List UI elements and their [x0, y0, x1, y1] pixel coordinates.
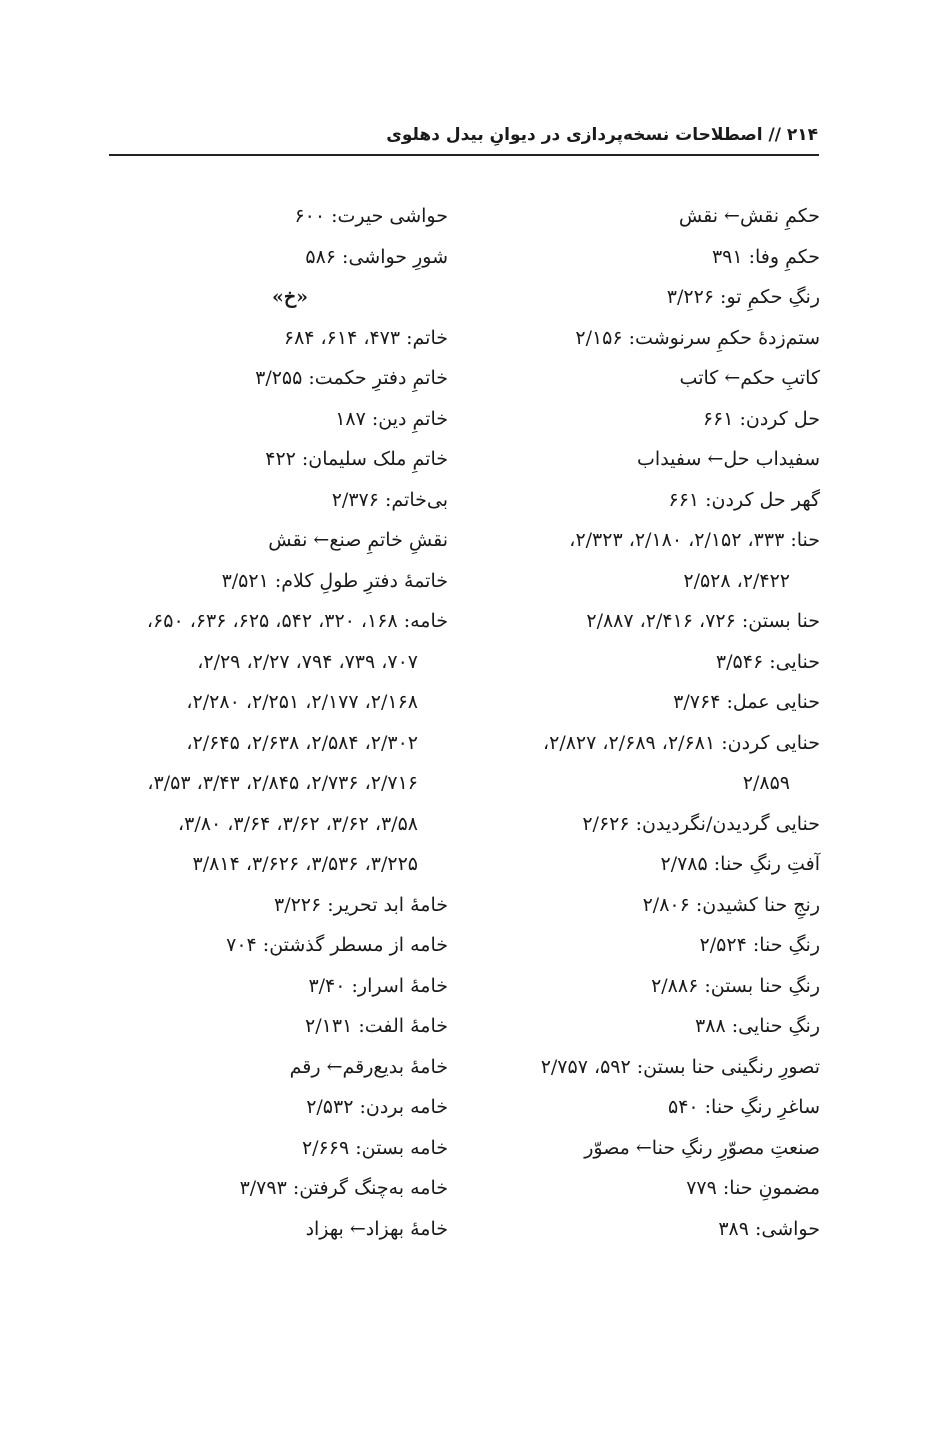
index-entry: خامهٔ اسرار: ۳/۴۰: [308, 974, 448, 997]
index-entry: مضمونِ حنا: ۷۷۹: [686, 1177, 820, 1199]
index-entry: ستم‌زدهٔ حکمِ سرنوشت: ۲/۱۵۶: [575, 326, 820, 349]
index-entry: حکمِ نقش← نقش: [678, 205, 820, 227]
index-entry: خامه بردن: ۲/۵۳۲: [306, 1096, 448, 1118]
index-entry: سفیداب حل← سفیداب: [637, 448, 820, 470]
index-entry: ۲/۱۶۸، ۲/۱۷۷، ۲/۲۵۱، ۲/۲۸۰،: [186, 691, 418, 713]
index-entry: حنایی: ۳/۵۴۶: [715, 650, 820, 673]
index-entry: ۷۰۷، ۷۳۹، ۷۹۴، ۲/۲۷، ۲/۲۹،: [197, 650, 418, 673]
index-entry: خاتمهٔ دفترِ طولِ کلام: ۳/۵۲۱: [221, 569, 448, 592]
index-entry: آفتِ رنگِ حنا: ۲/۷۸۵: [660, 853, 820, 875]
index-entry: بی‌خاتم: ۲/۳۷۶: [331, 488, 448, 511]
index-entry: حنا بستن: ۷۲۶، ۲/۴۱۶، ۲/۸۸۷: [586, 610, 820, 632]
index-entry: خامهٔ بهزاد← بهزاد: [305, 1217, 448, 1240]
index-entry: رنگِ حکمِ تو: ۳/۲۲۶: [666, 286, 820, 308]
index-entry: رنگِ حنا: ۲/۵۲۴: [699, 934, 820, 956]
header-rule: [109, 154, 819, 156]
index-entry: ۲/۴۲۲، ۲/۵۲۸: [683, 569, 790, 592]
index-entry: خامه از مسطر گذشتن: ۷۰۴: [226, 934, 448, 956]
index-entry: خامهٔ الفت: ۲/۱۳۱: [305, 1015, 448, 1037]
index-column-left: [103, 196, 448, 1249]
index-entry: خامهٔ بدیع‌رقم← رقم: [289, 1055, 448, 1078]
index-entry: ۳/۲۲۵، ۳/۵۳۶، ۳/۶۲۶، ۳/۸۱۴: [192, 853, 418, 875]
index-entry: ۲/۳۰۲، ۲/۵۸۴، ۲/۶۳۸، ۲/۶۴۵،: [186, 731, 418, 754]
index-entry: تصورِ رنگینی حنا بستن: ۵۹۲، ۲/۷۵۷: [540, 1055, 820, 1078]
index-entry: ساغرِ رنگِ حنا: ۵۴۰: [667, 1096, 820, 1118]
index-entry: خامهٔ ابد تحریر: ۳/۲۲۶: [274, 893, 448, 916]
index-entry: خاتمِ دفترِ حکمت: ۳/۲۵۵: [255, 367, 448, 389]
index-entry: خاتم: ۴۷۳، ۶۱۴، ۶۸۴: [283, 326, 448, 349]
index-entry: گهر حل کردن: ۶۶۱: [668, 488, 820, 511]
index-entry: خاتمِ دین: ۱۸۷: [335, 407, 448, 430]
section-letter: «خ»: [271, 286, 308, 308]
index-entry: خامه به‌چنگ گرفتن: ۳/۷۹۳: [239, 1177, 448, 1199]
index-entry: شورِ حواشی: ۵۸۶: [305, 245, 448, 268]
running-head: ۲۱۴ // اصطلاحات نسخه‌پردازی در دیوانِ بیدل دهلوی: [386, 125, 818, 145]
index-entry: خامه بستن: ۲/۶۶۹: [301, 1136, 448, 1159]
index-column-right: [440, 196, 820, 1249]
index-entry: ۲/۷۱۶، ۲/۷۳۶، ۲/۸۴۵، ۳/۴۳، ۳/۵۳،: [147, 772, 418, 794]
index-entry: حواشی حیرت: ۶۰۰: [294, 205, 448, 227]
index-entry: حنایی عمل: ۳/۷۶۴: [673, 691, 820, 713]
index-entry: حواشی: ۳۸۹: [718, 1217, 820, 1240]
index-entry: خاتمِ ملک سلیمان: ۴۲۲: [265, 448, 448, 470]
index-entry: حل کردن: ۶۶۱: [702, 407, 820, 430]
index-entry: کاتبِ حکم← کاتب: [679, 367, 820, 389]
index-entry: رنگِ حنایی: ۳۸۸: [695, 1015, 820, 1037]
index-entry: صنعتِ مصوّرِ رنگِ حنا← مصوّر: [584, 1136, 820, 1159]
index-entry: ۲/۸۵۹: [742, 772, 790, 794]
index-entry: حنایی کردن: ۲/۶۸۱، ۲/۶۸۹، ۲/۸۲۷،: [542, 731, 820, 754]
index-entry: خامه: ۱۶۸، ۳۲۰، ۵۴۲، ۶۲۵، ۶۳۶، ۶۵۰،: [146, 610, 448, 632]
index-entry: ۳/۵۸، ۳/۶۲، ۳/۶۲، ۳/۶۴، ۳/۸۰،: [178, 812, 418, 835]
index-entry: حنایی گردیدن/نگردیدن: ۲/۶۲۶: [582, 812, 820, 835]
index-entry: نقشِ خاتمِ صنع← نقش: [268, 529, 448, 551]
index-entry: رنگِ حنا بستن: ۲/۸۸۶: [651, 974, 820, 997]
index-entry: حنا: ۳۳۳، ۲/۱۵۲، ۲/۱۸۰، ۲/۳۲۳،: [569, 529, 820, 551]
index-entry: حکمِ وفا: ۳۹۱: [711, 245, 820, 268]
index-entry: رنجِ حنا کشیدن: ۲/۸۰۶: [642, 893, 820, 916]
